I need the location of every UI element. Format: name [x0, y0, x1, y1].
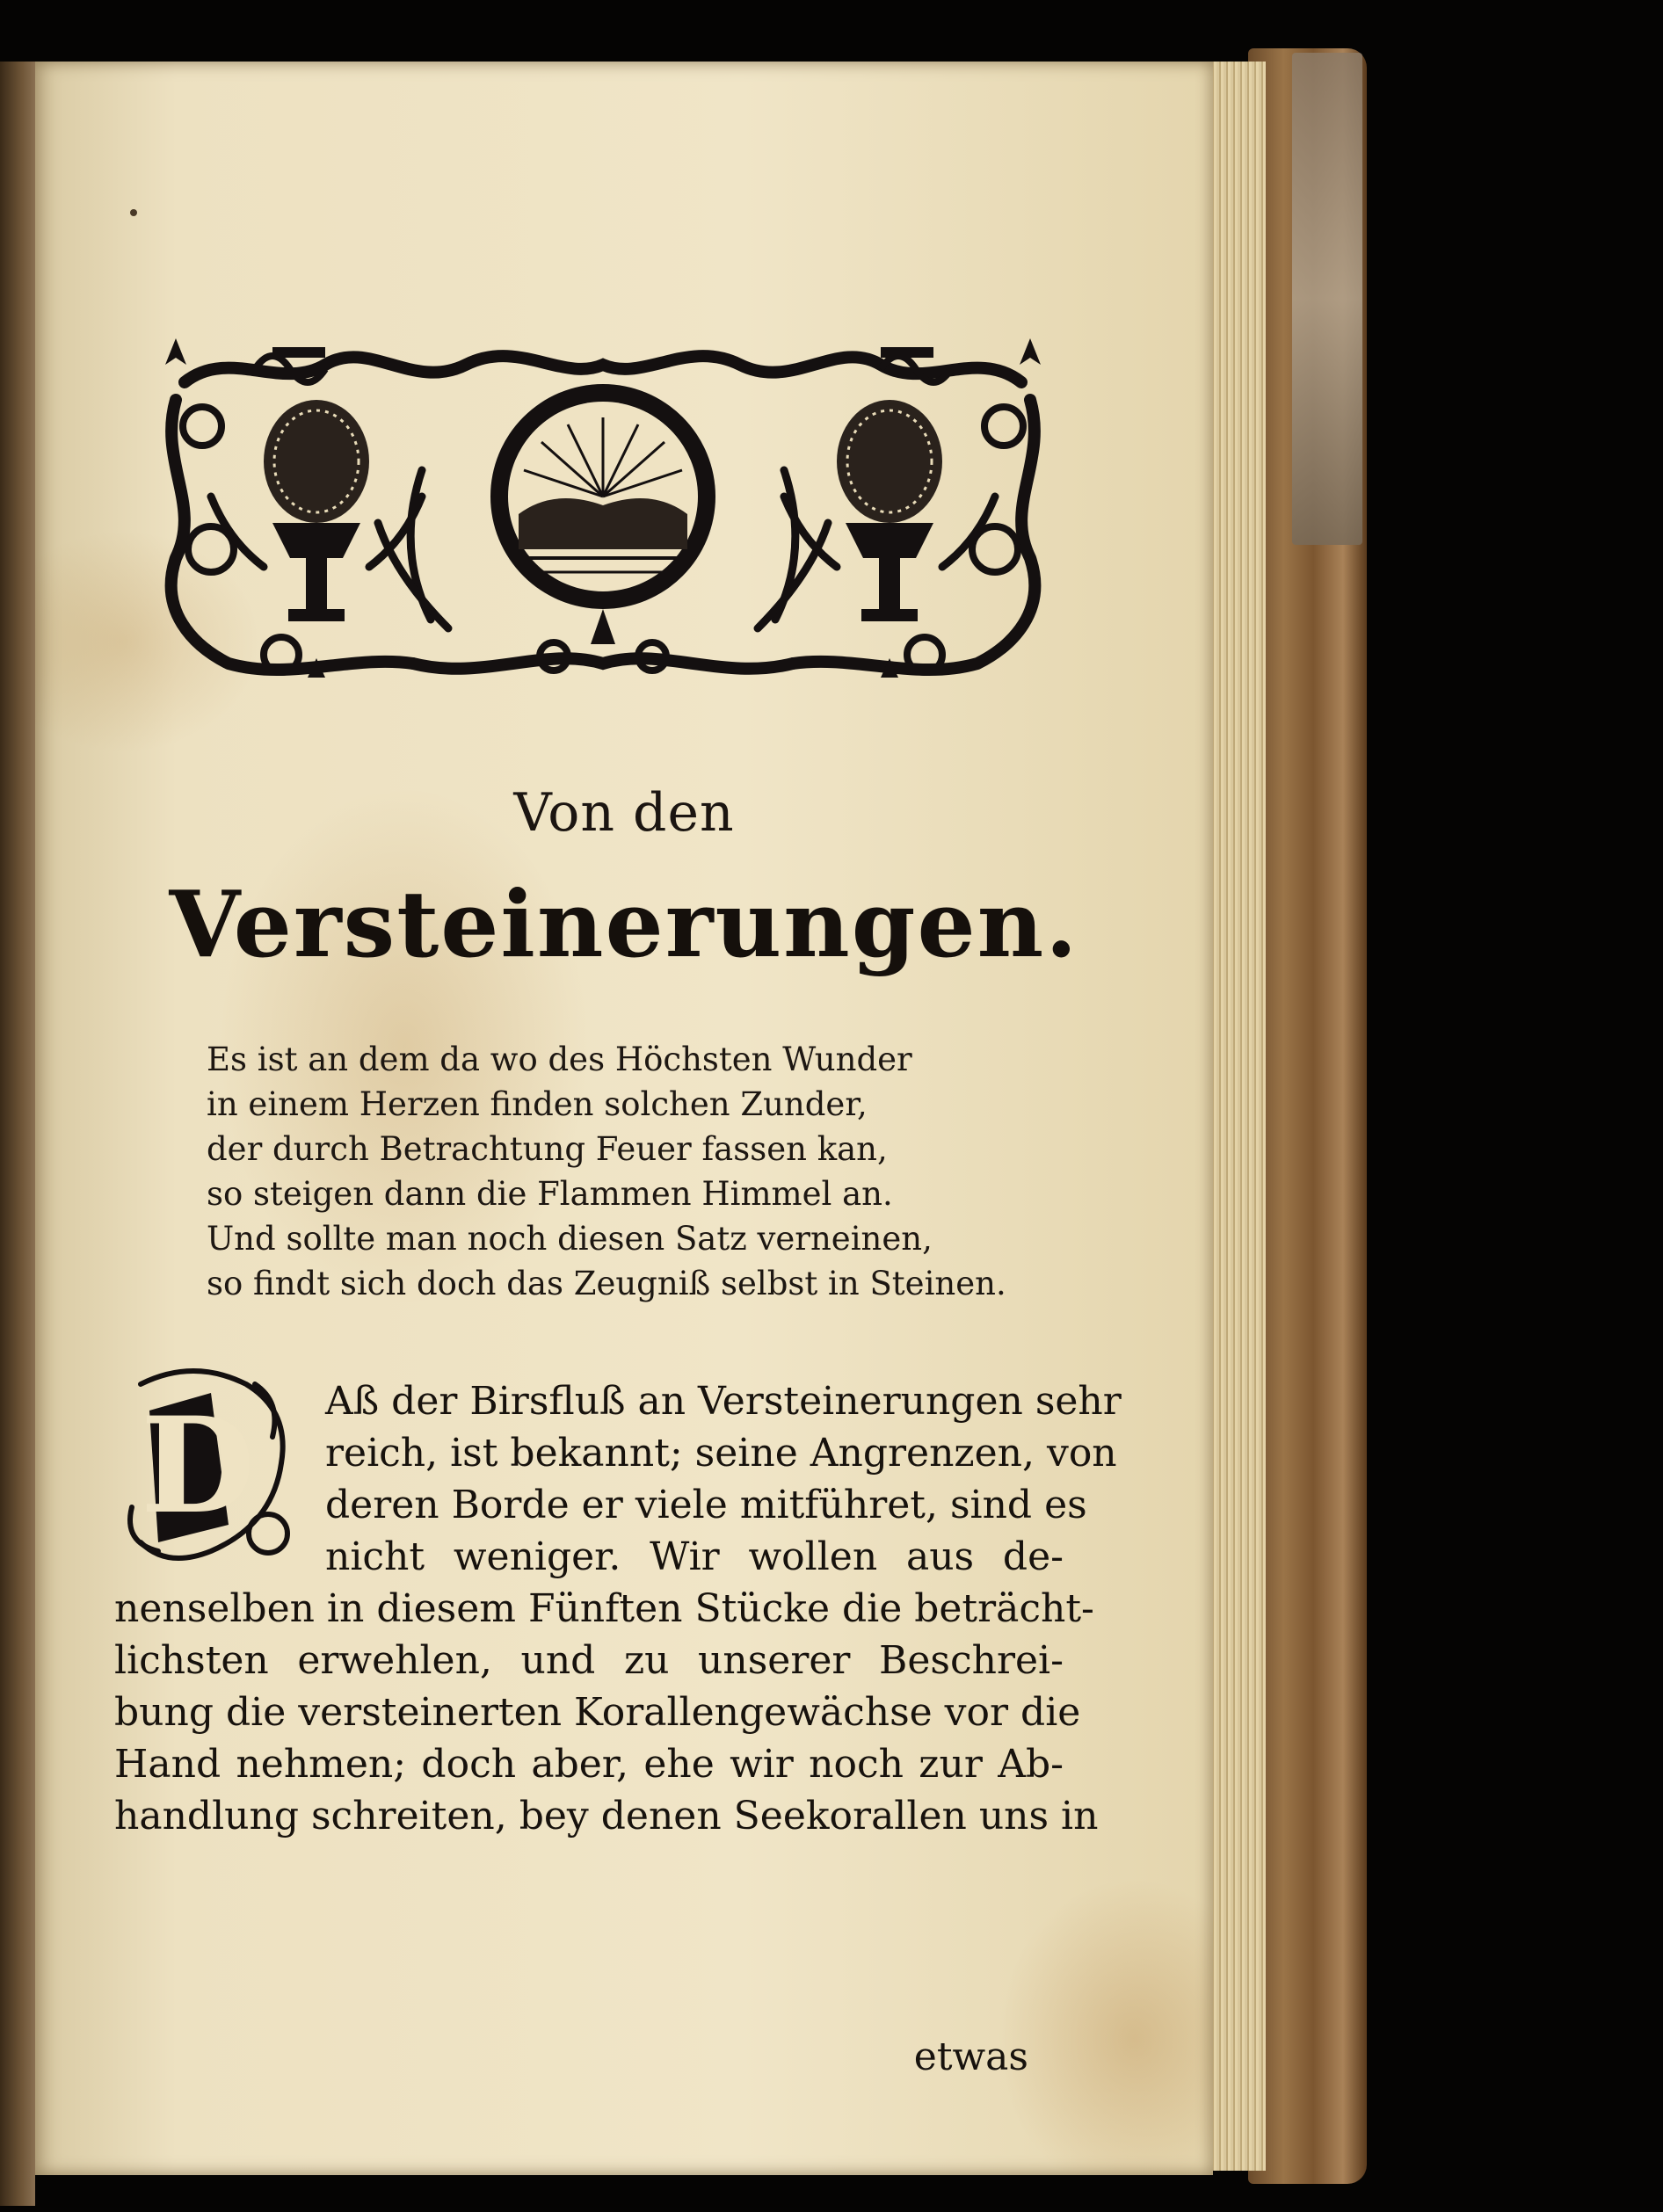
chapter-title: Versteinerungen.: [169, 870, 1079, 978]
poem-epigraph: [207, 1037, 1086, 1306]
catchword: etwas: [913, 2034, 1028, 2079]
poem-line: so steigen dann die Flammen Himmel an.: [207, 1175, 893, 1213]
paragraph-line: bung die versteinerten Korallengewächse vor die: [114, 1690, 1081, 1735]
paragraph-line: lichsten erwehlen, und zu unserer Beschrei-: [114, 1638, 1064, 1683]
paragraph-line: reich, ist bekannt; seine Angrenzen, von: [325, 1431, 1117, 1476]
poem-line: Es ist an dem da wo des Höchsten Wunder: [207, 1041, 912, 1078]
poem-line: Und sollte man noch diesen Satz verneinen,: [207, 1220, 933, 1258]
previous-page-edge: [0, 62, 35, 2206]
paragraph-line: Aß der Birsfluß an Versteinerungen sehr: [325, 1379, 1122, 1424]
paragraph-line: deren Borde er viele mitführet, sind es: [325, 1483, 1087, 1527]
poem-line: der durch Betrachtung Feuer fassen kan,: [207, 1130, 888, 1168]
poem-line: so findt sich doch das Zeugniß selbst in Steinen.: [207, 1265, 1006, 1302]
book-page: [35, 62, 1213, 2175]
woodcut-ornament-headpiece: [149, 330, 1057, 688]
torn-cover-patch: [1292, 53, 1362, 545]
paragraph-line: Hand nehmen; doch aber, ehe wir noch zur Ab-: [114, 1742, 1064, 1787]
main-paragraph: [114, 1375, 1122, 1842]
poem-line: in einem Herzen finden solchen Zunder,: [207, 1085, 868, 1123]
paragraph-line: nicht weniger. Wir wollen aus de-: [325, 1534, 1064, 1579]
paragraph-line: handlung schreiten, bey denen Seekorallen uns in: [114, 1794, 1099, 1838]
dropcap-letter: D: [140, 1389, 256, 1543]
ink-speck: [130, 209, 137, 216]
paragraph-line: nenselben in diesem Fünften Stücke die beträcht-: [114, 1586, 1094, 1631]
chapter-heading-prefix: Von den: [513, 782, 735, 844]
